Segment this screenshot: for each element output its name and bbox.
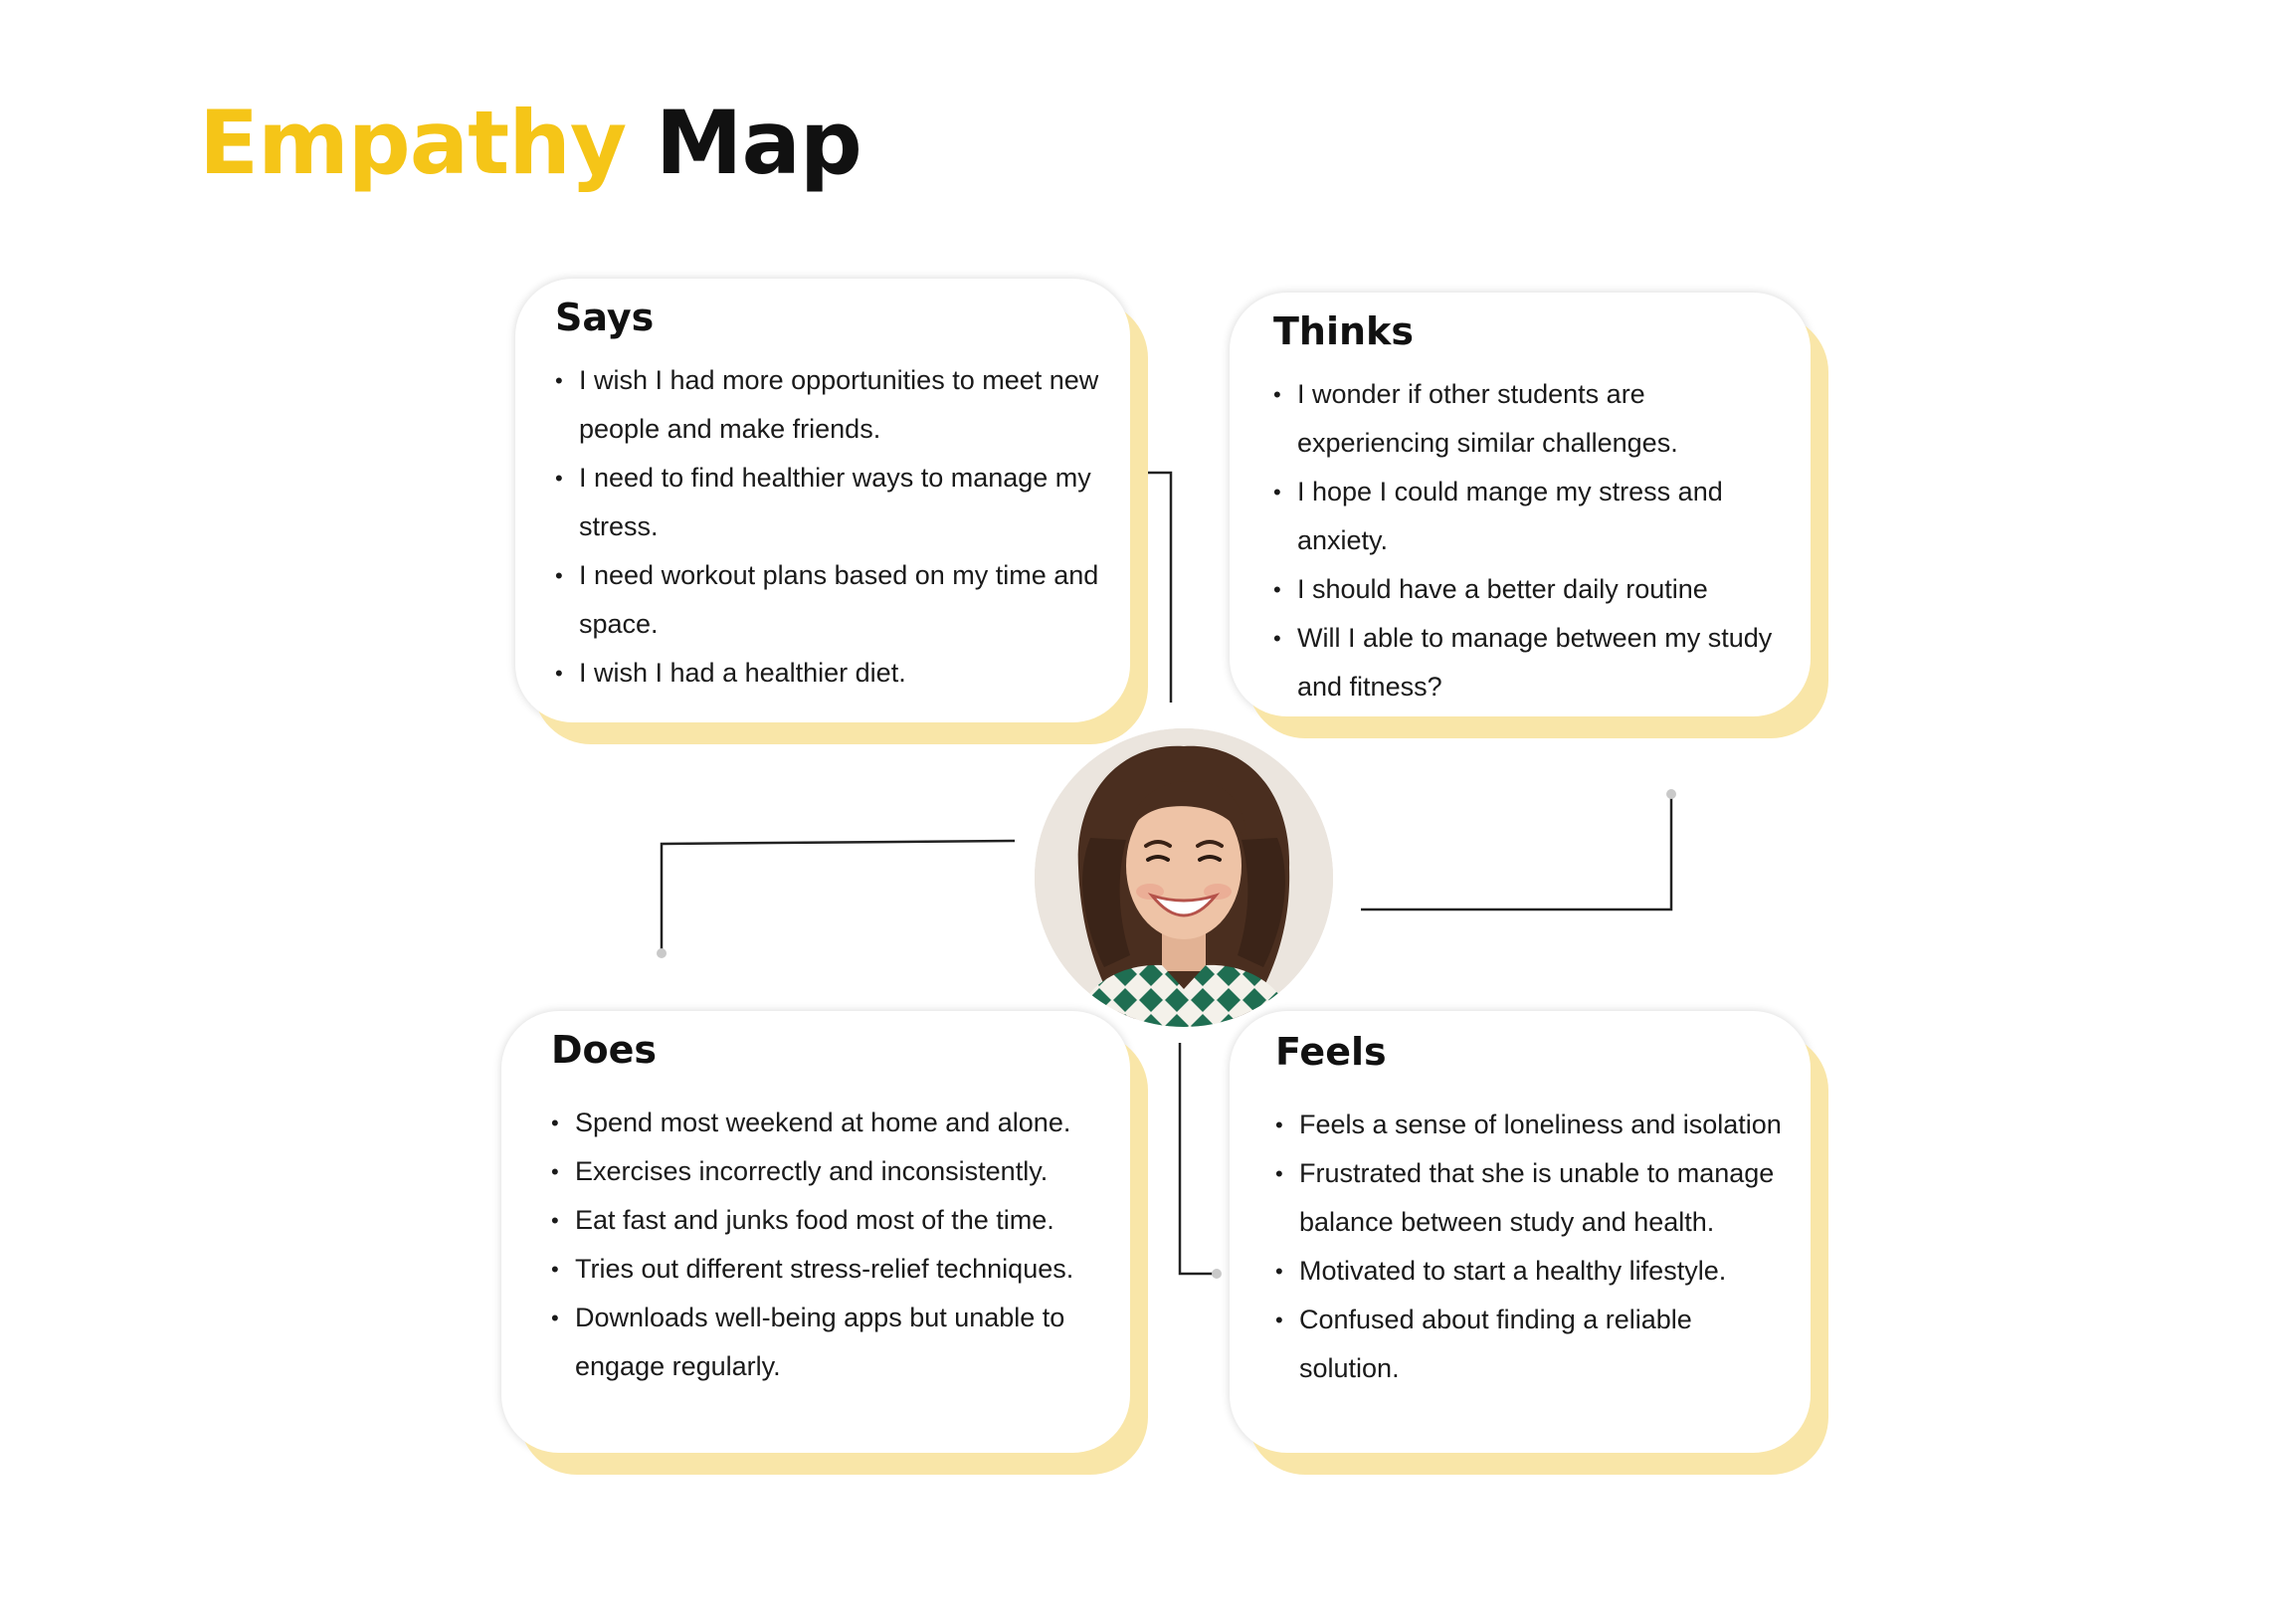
does-card: [501, 1011, 1130, 1453]
thinks-item: • I wonder if other students are experiencing similar challenges.: [1273, 370, 1781, 468]
connector-does-dot: [657, 948, 667, 958]
connector-thinks-dot: [1666, 789, 1676, 799]
smiling-woman-portrait-icon: [1035, 728, 1333, 1027]
connector-does: [662, 841, 1015, 953]
does-item: • Exercises incorrectly and inconsistently.: [551, 1147, 1100, 1196]
thinks-item: • I hope I could mange my stress and anxiety.: [1273, 468, 1781, 565]
thinks-list: [1273, 370, 1781, 711]
says-heading: Says: [555, 296, 655, 339]
feels-item: • Motivated to start a healthy lifestyle.: [1275, 1247, 1791, 1296]
does-item: • Downloads well-being apps but unable to engage regularly.: [551, 1294, 1100, 1391]
feels-item: • Frustrated that she is unable to manage balance between study and health.: [1275, 1149, 1791, 1247]
does-item: • Spend most weekend at home and alone.: [551, 1099, 1100, 1147]
says-item: • I wish I had more opportunities to meet new people and make friends.: [555, 356, 1100, 454]
thinks-heading: Thinks: [1273, 309, 1414, 353]
persona-avatar: [1035, 728, 1333, 1027]
connector-feels: [1180, 1043, 1216, 1274]
says-list: [555, 356, 1100, 698]
feels-list: [1275, 1101, 1791, 1393]
does-list: [551, 1099, 1100, 1391]
says-item: • I need workout plans based on my time and space.: [555, 551, 1100, 649]
title-word-map: Map: [655, 92, 861, 194]
feels-card: [1230, 1011, 1811, 1453]
connector-says: [1132, 473, 1171, 703]
does-item: • Eat fast and junks food most of the time.: [551, 1196, 1100, 1245]
connector-feels-dot: [1212, 1269, 1222, 1279]
does-heading: Does: [551, 1028, 658, 1072]
says-item: • I wish I had a healthier diet.: [555, 649, 1100, 698]
feels-item: • Feels a sense of loneliness and isolation: [1275, 1101, 1791, 1149]
title-word-empathy: Empathy: [199, 92, 627, 194]
does-item: • Tries out different stress-relief techniques.: [551, 1245, 1100, 1294]
thinks-item: • Will I able to manage between my study and fitness?: [1273, 614, 1781, 711]
feels-heading: Feels: [1275, 1030, 1387, 1074]
says-item: • I need to find healthier ways to manage my stress.: [555, 454, 1100, 551]
says-card: [515, 279, 1130, 722]
thinks-card: [1230, 293, 1811, 716]
feels-item: • Confused about finding a reliable solution.: [1275, 1296, 1791, 1393]
thinks-item: • I should have a better daily routine: [1273, 565, 1781, 614]
connector-thinks: [1361, 794, 1671, 909]
page-title: [199, 92, 861, 194]
